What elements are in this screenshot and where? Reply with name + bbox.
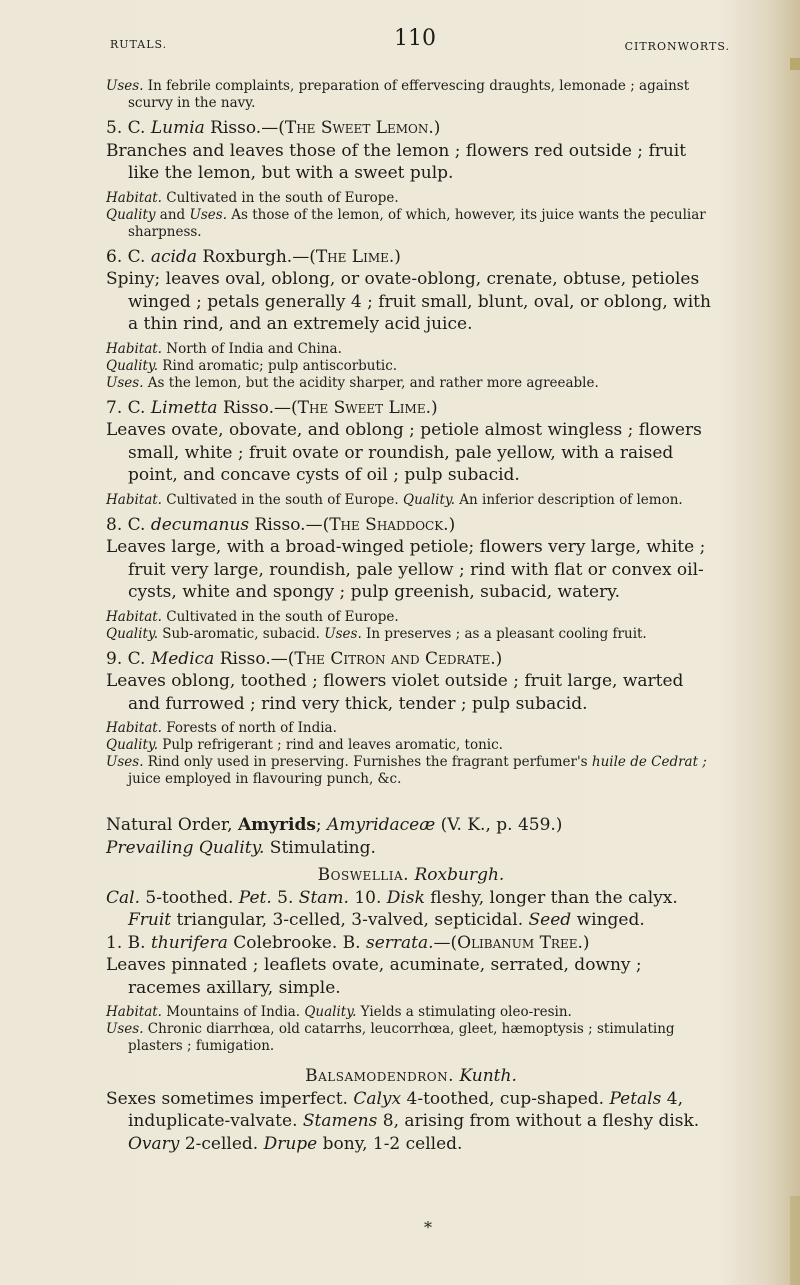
- species-heading: 6. C. acida Roxburgh.—(The Lime.): [106, 246, 401, 267]
- species-heading: 9. C. Medica Risso.—(The Citron and Cedrate.): [106, 648, 503, 669]
- species-note: Quality. Sub-aromatic, subacid. Uses. In preserves ; as a pleasant cooling fruit.: [106, 625, 647, 642]
- species-note: Quality. Pulp refrigerant ; rind and leaves aromatic, tonic.: [106, 737, 503, 753]
- boswellia-characters: Cal. 5-toothed. Pet. 5. Stam. 10. Disk fleshy, longer than the calyx. Fruit triangular, 3-celled, 3-valved, septicidal. Seed winged.: [106, 887, 678, 930]
- species-description: Leaves ovate, obovate, and oblong ; petiole almost wingless ; flowers small, white ; fruit ovate or roundish, pale yellow, with a raised point, and concave cysts of oil ; pulp subacid.: [106, 420, 702, 485]
- running-head: [108, 26, 760, 56]
- page-number: 110: [394, 26, 436, 51]
- prevailing-quality-line: Prevailing Quality. Stimulating.: [106, 837, 376, 858]
- genus-heading-boswellia: Boswellia. Roxburgh.: [317, 865, 505, 885]
- balsamodendron-characters: Sexes sometimes imperfect. Calyx 4-toothed, cup-shaped. Petals 4, induplicate-valvate. Stamens 8, arising from without a fleshy disk. Ovary 2-celled. Drupe bony, 1-2 celled.: [106, 1088, 700, 1154]
- page-edge-tab: [790, 1196, 800, 1285]
- species-note: Uses. Rind only used in preserving. Furnishes the fragrant perfumer's huile de Cedrat ; juice employed in flavouring punch, &c.: [106, 754, 707, 787]
- boswellia-species-heading: 1. B. thurifera Colebrooke. B. serrata.—(Olibanum Tree.): [106, 932, 590, 953]
- page-edge-tab: [790, 58, 800, 70]
- species-heading: 7. C. Limetta Risso.—(The Sweet Lime.): [106, 397, 438, 418]
- species-entries: [106, 117, 716, 788]
- species-heading: 5. C. Lumia Risso.—(The Sweet Lemon.): [106, 118, 441, 138]
- genus-heading-balsamodendron: Balsamodendron. Kunth.: [305, 1066, 517, 1086]
- species-note: Quality. Rind aromatic; pulp antiscorbutic.: [106, 357, 398, 374]
- species-note: Habitat. Cultivated in the south of Europe. Quality. An inferior description of lemon.: [106, 491, 683, 508]
- species-description: Leaves large, with a broad-winged petiole; flowers very large, white ; fruit very large, roundish, pale yellow ; rind with flat or convex oil-cysts, white and spongy ; pulp greenish, subacid, watery.: [106, 537, 706, 602]
- species-note: Uses. As the lemon, but the acidity sharper, and rather more agreeable.: [106, 374, 599, 391]
- species-note: Habitat. Cultivated in the south of Europe.: [106, 608, 399, 625]
- species-note: Habitat. North of India and China.: [106, 340, 342, 357]
- natural-order-line: Natural Order, Amyrids; Amyridaceæ (V. K., p. 459.): [106, 815, 563, 835]
- species-note: Habitat. Forests of north of India.: [106, 720, 337, 736]
- printer-mark: *: [424, 1218, 432, 1237]
- species-description: Spiny; leaves oval, oblong, or ovate-oblong, crenate, obtuse, petioles winged ; petals generally 4 ; fruit small, blunt, oval, or oblong, with a thin rind, and an extremely acid juice.: [106, 269, 711, 334]
- boswellia-uses: Uses. Chronic diarrhœa, old catarrhs, leucorrhœa, gleet, hæmoptysis ; stimulating plasters ; fumigation.: [106, 1021, 675, 1054]
- species-description: Branches and leaves those of the lemon ; flowers red outside ; fruit like the lemon, but with a sweet pulp.: [106, 140, 687, 183]
- species-note: Quality and Uses. As those of the lemon, of which, however, its juice wants the peculiar sharpness.: [106, 206, 706, 240]
- species-heading: 8. C. decumanus Risso.—(The Shaddock.): [106, 514, 456, 535]
- boswellia-habitat: Habitat. Mountains of India. Quality. Yields a stimulating oleo-resin.: [106, 1004, 572, 1020]
- running-head-left: RUTALS.: [110, 38, 168, 51]
- species-description: Leaves oblong, toothed ; flowers violet outside ; fruit large, warted and furrowed ; rind very thick, tender ; pulp subacid.: [106, 671, 684, 714]
- species-note: Habitat. Cultivated in the south of Europe.: [106, 189, 399, 206]
- running-head-right: CITRONWORTS.: [624, 40, 730, 53]
- page-body: [106, 78, 716, 1155]
- boswellia-description: Leaves pinnated ; leaflets ovate, acuminate, serrated, downy ; racemes axillary, simple.: [106, 955, 642, 998]
- uses-paragraph: Uses. In febrile complaints, preparation of effervescing draughts, lemonade ; against scurvy in the navy.: [106, 78, 690, 111]
